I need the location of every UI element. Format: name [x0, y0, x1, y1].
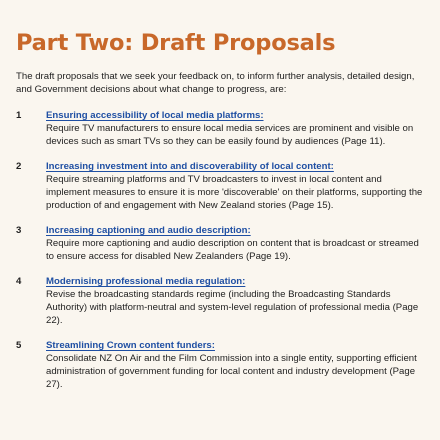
proposal-item-5 [16, 339, 424, 391]
proposal-heading-link[interactable]: Increasing captioning and audio description: [46, 225, 251, 236]
proposal-number: 5 [16, 340, 22, 351]
proposal-item-2 [16, 160, 424, 212]
proposal-heading-link[interactable]: Modernising professional media regulation: [46, 276, 246, 287]
proposal-description: Require streaming platforms and TV broadcasters to invest in local content and implement measures to ensure it is more 'discoverable' on their platforms, supporting the production of and engagement with New Zealand stories (Page 15). [46, 174, 423, 211]
proposal-list [16, 109, 424, 391]
page-title: Part Two: Draft Proposals [16, 30, 336, 56]
proposal-number: 2 [16, 161, 22, 172]
proposal-number: 3 [16, 225, 22, 236]
proposal-item-1 [16, 109, 424, 148]
proposal-heading-link[interactable]: Streamlining Crown content funders: [46, 340, 215, 351]
proposal-content [46, 275, 424, 327]
proposal-heading-link[interactable]: Ensuring accessibility of local media platforms: [46, 110, 264, 121]
intro-paragraph: The draft proposals that we seek your feedback on, to inform further analysis, detailed design, and Government decisions about what change to progress, are: [16, 71, 415, 95]
proposal-content [46, 339, 424, 391]
proposal-content [46, 224, 424, 263]
proposal-description: Consolidate NZ On Air and the Film Commission into a single entity, supporting efficient administration of government funding for local content and industry development (Page 27). [46, 353, 417, 390]
proposal-description: Revise the broadcasting standards regime (including the Broadcasting Standards Authority) with platform-neutral and system-level regulation of professional media (Page 22). [46, 289, 419, 326]
proposal-item-3 [16, 224, 424, 263]
proposal-content [46, 160, 424, 212]
proposal-number: 4 [16, 276, 22, 287]
proposal-content [46, 109, 424, 148]
proposal-item-4 [16, 275, 424, 327]
proposal-description: Require more captioning and audio description on content that is broadcast or streamed to ensure access for disabled New Zealanders (Page 19). [46, 238, 419, 262]
proposal-heading-link[interactable]: Increasing investment into and discoverability of local content: [46, 161, 334, 172]
proposal-number: 1 [16, 110, 22, 121]
proposal-description: Require TV manufacturers to ensure local media services are prominent and visible on devices such as smart TVs so they can be easily found by audiences (Page 11). [46, 123, 414, 147]
